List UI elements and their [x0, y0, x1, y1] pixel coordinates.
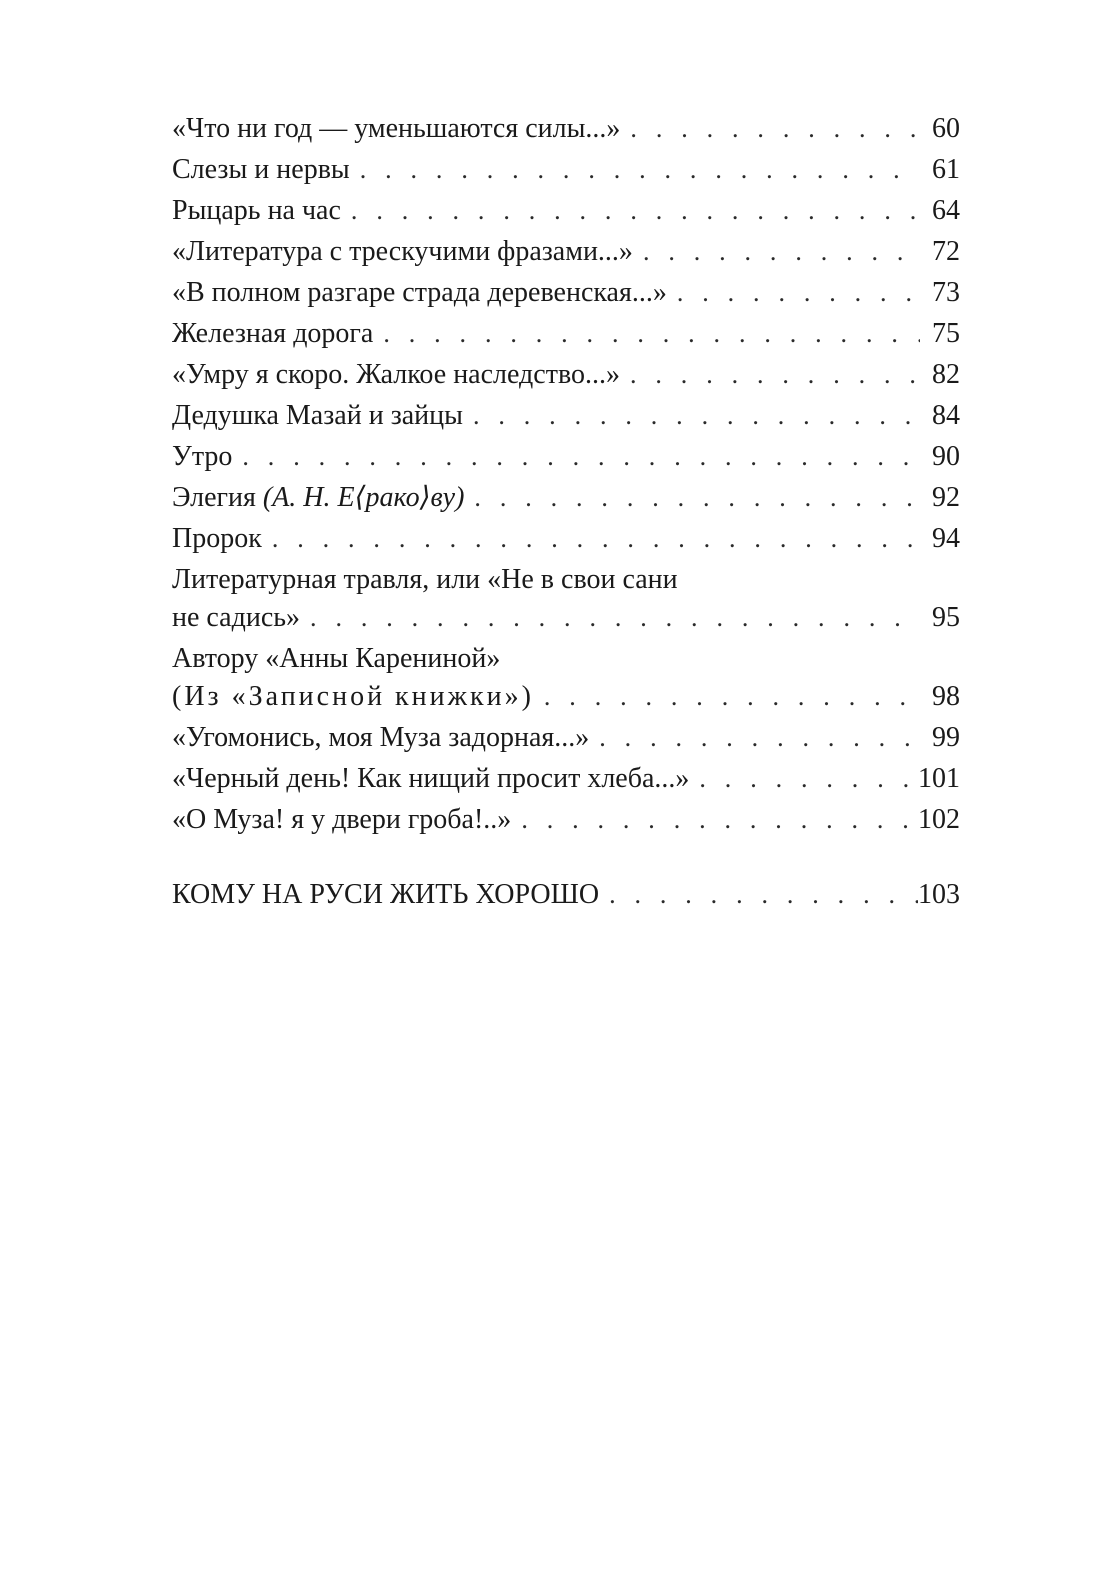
toc-entry-title: Утро — [172, 441, 233, 472]
dot-leader — [473, 395, 920, 436]
dot-leader — [242, 436, 920, 477]
dot-leader — [699, 758, 918, 799]
toc-entry-page: 73 — [932, 277, 960, 308]
dot-leader — [310, 597, 920, 638]
toc-entry-page: 101 — [918, 763, 960, 794]
section-gap — [172, 840, 960, 874]
dot-leader — [599, 717, 920, 758]
toc-entry[interactable] — [172, 231, 960, 272]
toc-entry-title: «О Муза! я у двери гроба!..» — [172, 804, 512, 835]
toc-entry-page: 102 — [918, 804, 960, 835]
toc-entry-title-main: Элегия — [172, 482, 256, 513]
toc-entry-page: 60 — [932, 113, 960, 144]
toc-entry-title: «Литература с трескучими фразами...» — [172, 236, 633, 267]
toc-entry[interactable] — [172, 272, 960, 313]
toc-entry-page: 98 — [932, 681, 960, 712]
toc-entry[interactable] — [172, 758, 960, 799]
toc-entry-title: Дедушка Мазай и зайцы — [172, 400, 463, 431]
dot-leader — [521, 799, 918, 840]
toc-entry-page: 94 — [932, 523, 960, 554]
dot-leader — [643, 231, 920, 272]
toc-entry[interactable] — [172, 354, 960, 395]
toc-entry-title-dedication: (А. Н. Е⟨рако⟩ву) — [262, 482, 465, 513]
toc-entry-title: «Что ни год — уменьшаются силы...» — [172, 113, 621, 144]
toc-entry[interactable] — [172, 108, 960, 149]
toc-entry[interactable] — [172, 559, 960, 638]
toc-entry[interactable] — [172, 436, 960, 477]
toc-entry-title: Железная дорога — [172, 318, 374, 349]
dot-leader — [677, 272, 920, 313]
toc-entry[interactable] — [172, 395, 960, 436]
dot-leader — [544, 676, 920, 717]
toc-entry-title: «Умру я скоро. Жалкое наследство...» — [172, 359, 620, 390]
toc-section-title: КОМУ НА РУСИ ЖИТЬ ХОРОШО — [172, 879, 600, 910]
dot-leader — [474, 477, 920, 518]
dot-leader — [630, 354, 920, 395]
toc-entry-title: Слезы и нервы — [172, 154, 350, 185]
toc-entry[interactable] — [172, 717, 960, 758]
table-of-contents — [172, 108, 960, 915]
toc-entry-page: 84 — [932, 400, 960, 431]
toc-entry-title: «Черный день! Как нищий просит хлеба...» — [172, 763, 690, 794]
toc-entry[interactable] — [172, 190, 960, 231]
toc-entry[interactable] — [172, 518, 960, 559]
toc-entry-page: 82 — [932, 359, 960, 390]
dot-leader — [609, 874, 918, 915]
toc-entry-page: 61 — [932, 154, 960, 185]
toc-section-entry[interactable] — [172, 874, 960, 915]
toc-entry-page: 99 — [932, 722, 960, 753]
toc-entry[interactable] — [172, 313, 960, 354]
toc-entry-title: «В полном разгаре страда деревенская...» — [172, 277, 667, 308]
toc-section-page: 103 — [918, 879, 960, 910]
toc-entry-page: 95 — [932, 602, 960, 633]
toc-entry-title — [172, 477, 464, 518]
dot-leader — [630, 108, 920, 149]
toc-entry-title: Пророк — [172, 523, 262, 554]
toc-entry-page: 75 — [932, 318, 960, 349]
dot-leader — [383, 313, 920, 354]
toc-entry-page: 92 — [932, 482, 960, 513]
toc-entry-title: (Из «Записной книжки») — [172, 681, 534, 712]
toc-entry-page: 64 — [932, 195, 960, 226]
toc-entry-title-line1: Автору «Анны Карениной» — [172, 643, 501, 674]
toc-entry-title: «Угомонись, моя Муза задорная...» — [172, 722, 590, 753]
toc-entry-page: 90 — [932, 441, 960, 472]
toc-entry-title: Рыцарь на час — [172, 195, 341, 226]
toc-entry[interactable] — [172, 799, 960, 840]
toc-entry-page: 72 — [932, 236, 960, 267]
toc-entry[interactable] — [172, 477, 960, 518]
toc-entry-title-line1: Литературная травля, или «Не в свои сани — [172, 564, 678, 595]
dot-leader — [351, 190, 920, 231]
toc-entry-title: не садись» — [172, 602, 301, 633]
dot-leader — [272, 518, 920, 559]
toc-entry[interactable] — [172, 638, 960, 717]
toc-entry[interactable] — [172, 149, 960, 190]
dot-leader — [360, 149, 920, 190]
